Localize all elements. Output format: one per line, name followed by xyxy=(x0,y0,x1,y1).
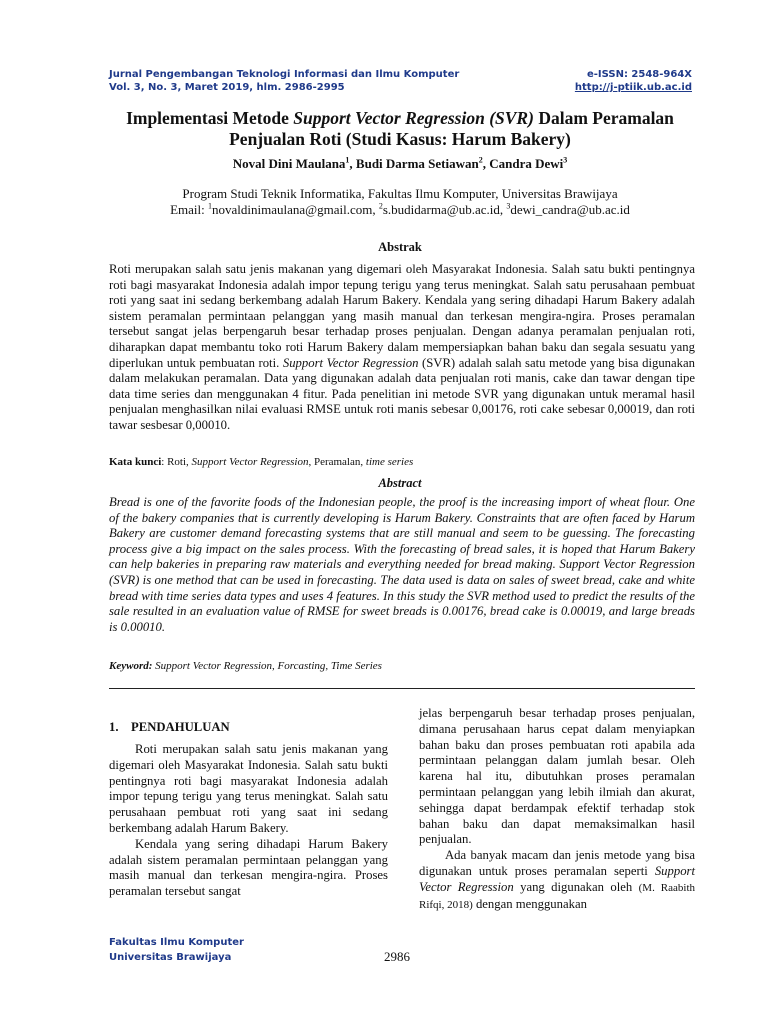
journal-header xyxy=(109,68,459,94)
email-address: dewi_candra@ub.ac.id xyxy=(510,202,630,217)
journal-meta xyxy=(575,68,692,94)
journal-volume: Vol. 3, No. 3, Maret 2019, hlm. 2986-2995 xyxy=(109,82,345,93)
page-number: 2986 xyxy=(384,949,410,964)
affiliation: Program Studi Teknik Informatika, Fakultas Ilmu Komputer, Universitas Brawijaya xyxy=(182,186,618,201)
left-column xyxy=(109,742,388,900)
abstract-text: Bread is one of the favorite foods of the Indonesian people, the proof is the increasing import of wheat flour. One of the bakery companies that is currently developing is Harum Bakery. Constraints that are often faced by Harum Bakery are customer demand forecasting systems that are still manual and seem to be guessing. The forecasting process give a big impact on the sales process. With the forecasting of bread sales, it is hoped that Harum Bakery can help bakeries in preparing raw materials and everything needed for bread making. Support Vector Regression (SVR) is one method that can be used in forecasting. The data used is data on sales of sweet bread, cake and white bread with time series data types and uses 4 features. In this study the SVR method used to predict the results of the sale resulted in an evaluation value of RMSE for sweet breads is 0.00176, bread cake is 0.00019, and large breads is 0.00010. xyxy=(109,495,695,634)
affiliation-block xyxy=(100,186,700,218)
abstrak-heading: Abstrak xyxy=(378,240,422,254)
journal-name: Jurnal Pengembangan Teknologi Informasi dan Ilmu Komputer xyxy=(109,69,460,80)
author-name: Candra Dewi xyxy=(489,156,564,171)
eissn: e-ISSN: 2548-964X xyxy=(586,69,692,80)
section-divider xyxy=(109,688,695,689)
body-paragraph: Roti merupakan salah satu jenis makanan yang digemari oleh Masyarakat Indonesia. Salah satu bukti pentingnya roti bagi masyarakat Indonesia adalah impor tepung terigu yang terus meningkat. Salah satu perusahaan pembuat roti yang saat ini sedang berkembang adalah Harum Bakery. xyxy=(109,742,388,835)
footer-university: Universitas Brawijaya xyxy=(109,952,232,963)
kata-kunci: Kata kunci: Roti, Support Vector Regression, Peramalan, time series xyxy=(109,456,414,468)
body-paragraph: Ada banyak macam dan jenis metode yang bisa digunakan untuk proses peramalan seperti Support Vector Regression yang digunakan oleh (M. Raabith Rifqi, 2018) dengan menggunakan xyxy=(419,848,695,911)
right-column xyxy=(419,706,695,913)
section-heading: 1. PENDAHULUAN xyxy=(109,720,230,734)
author-name: Budi Darma Setiawan xyxy=(355,156,479,171)
footer-faculty: Fakultas Ilmu Komputer xyxy=(109,937,244,948)
journal-url-link[interactable]: http://j-ptiik.ub.ac.id xyxy=(574,82,692,93)
keywords: Keyword: Support Vector Regression, Forcasting, Time Series xyxy=(109,660,382,672)
body-paragraph: Kendala yang sering dihadapi Harum Bakery adalah sistem peramalan permintaan pelanggan yang masih manual dan terkesan mengira-ngira. Proses peramalan tersebut sangat xyxy=(109,836,388,899)
author-name: Noval Dini Maulana xyxy=(232,156,346,171)
abstract-heading: Abstract xyxy=(378,476,422,490)
citation: (M. Raabith Rifqi, 2018) xyxy=(419,881,695,911)
abstrak-text: Roti merupakan salah satu jenis makanan yang digemari oleh Masyarakat Indonesia. Salah satu bukti pentingnya roti bagi masyarakat Indonesia adalah impor tepung terigu yang terus meningkat. Salah satu perusahaan pembuat roti yang saat ini sedang berkembang adalah Harum Bakery. Kendala yang sering dihadapi Harum Bakery adalah sistem peramalan permintaan pelanggan yang masih manual dan terkesan mengira-ngira. Proses peramalan tersebut sangat jelas berpengaruh besar terhadap proses penjualan. Dengan adanya peramalan penjualan roti, diharapkan dapat membantu toko roti Harum Bakery dalam mempersiapkan bahan baku dan segala sesuatu yang diperlukan untuk pembuatan roti. Support Vector Regression (SVR) adalah salah satu metode yang bisa digunakan dalam melakukan peramalan. Data yang digunakan adalah data penjualan roti manis, cake dan tawar dengan tipe data time series dan menggunakan 4 fitur. Pada penelitian ini metode SVR yang digunakan untuk meramal hasil penjualan menghasilkan nilai evaluasi RMSE untuk roti manis sebesar 0,00176, roti cake sebesar 0,00019, dan roti tawar sesbesar 0,00010. xyxy=(109,262,695,432)
email-address: s.budidarma@ub.ac.id, xyxy=(382,202,507,217)
email-address: novaldinimaulana@gmail.com, xyxy=(211,202,379,217)
email-line: Email: $^1$novaldinimaulana@gmail.com, $^2$s.budidarma@ub.ac.id, $^3$dewi_candra@ub.ac.id xyxy=(170,201,630,217)
body-paragraph: jelas berpengaruh besar terhadap proses penjualan, dimana perusahaan harus cepat dalam menyiapkan bahan baku dan proses pembuatan roti apabila ada permintaan pelanggan dalam jumlah besar. Oleh karena hal itu, dibutuhkan proses peramalan permintaan pelanggan yang lebih ilmiah dan akurat, sehingga dapat berdampak efektif terhadap stok bahan baku dan dapat memaksimalkan hasil penjualan. xyxy=(419,706,695,847)
paper-title: Implementasi Metode Support Vector Regression (SVR) Dalam Peramalan Penjualan Roti (Studi Kasus: Harum Bakery) xyxy=(126,108,674,149)
author-list: Noval Dini Maulana$^1$, Budi Darma Setiawan$^2$, Candra Dewi$^3$ xyxy=(232,155,568,171)
